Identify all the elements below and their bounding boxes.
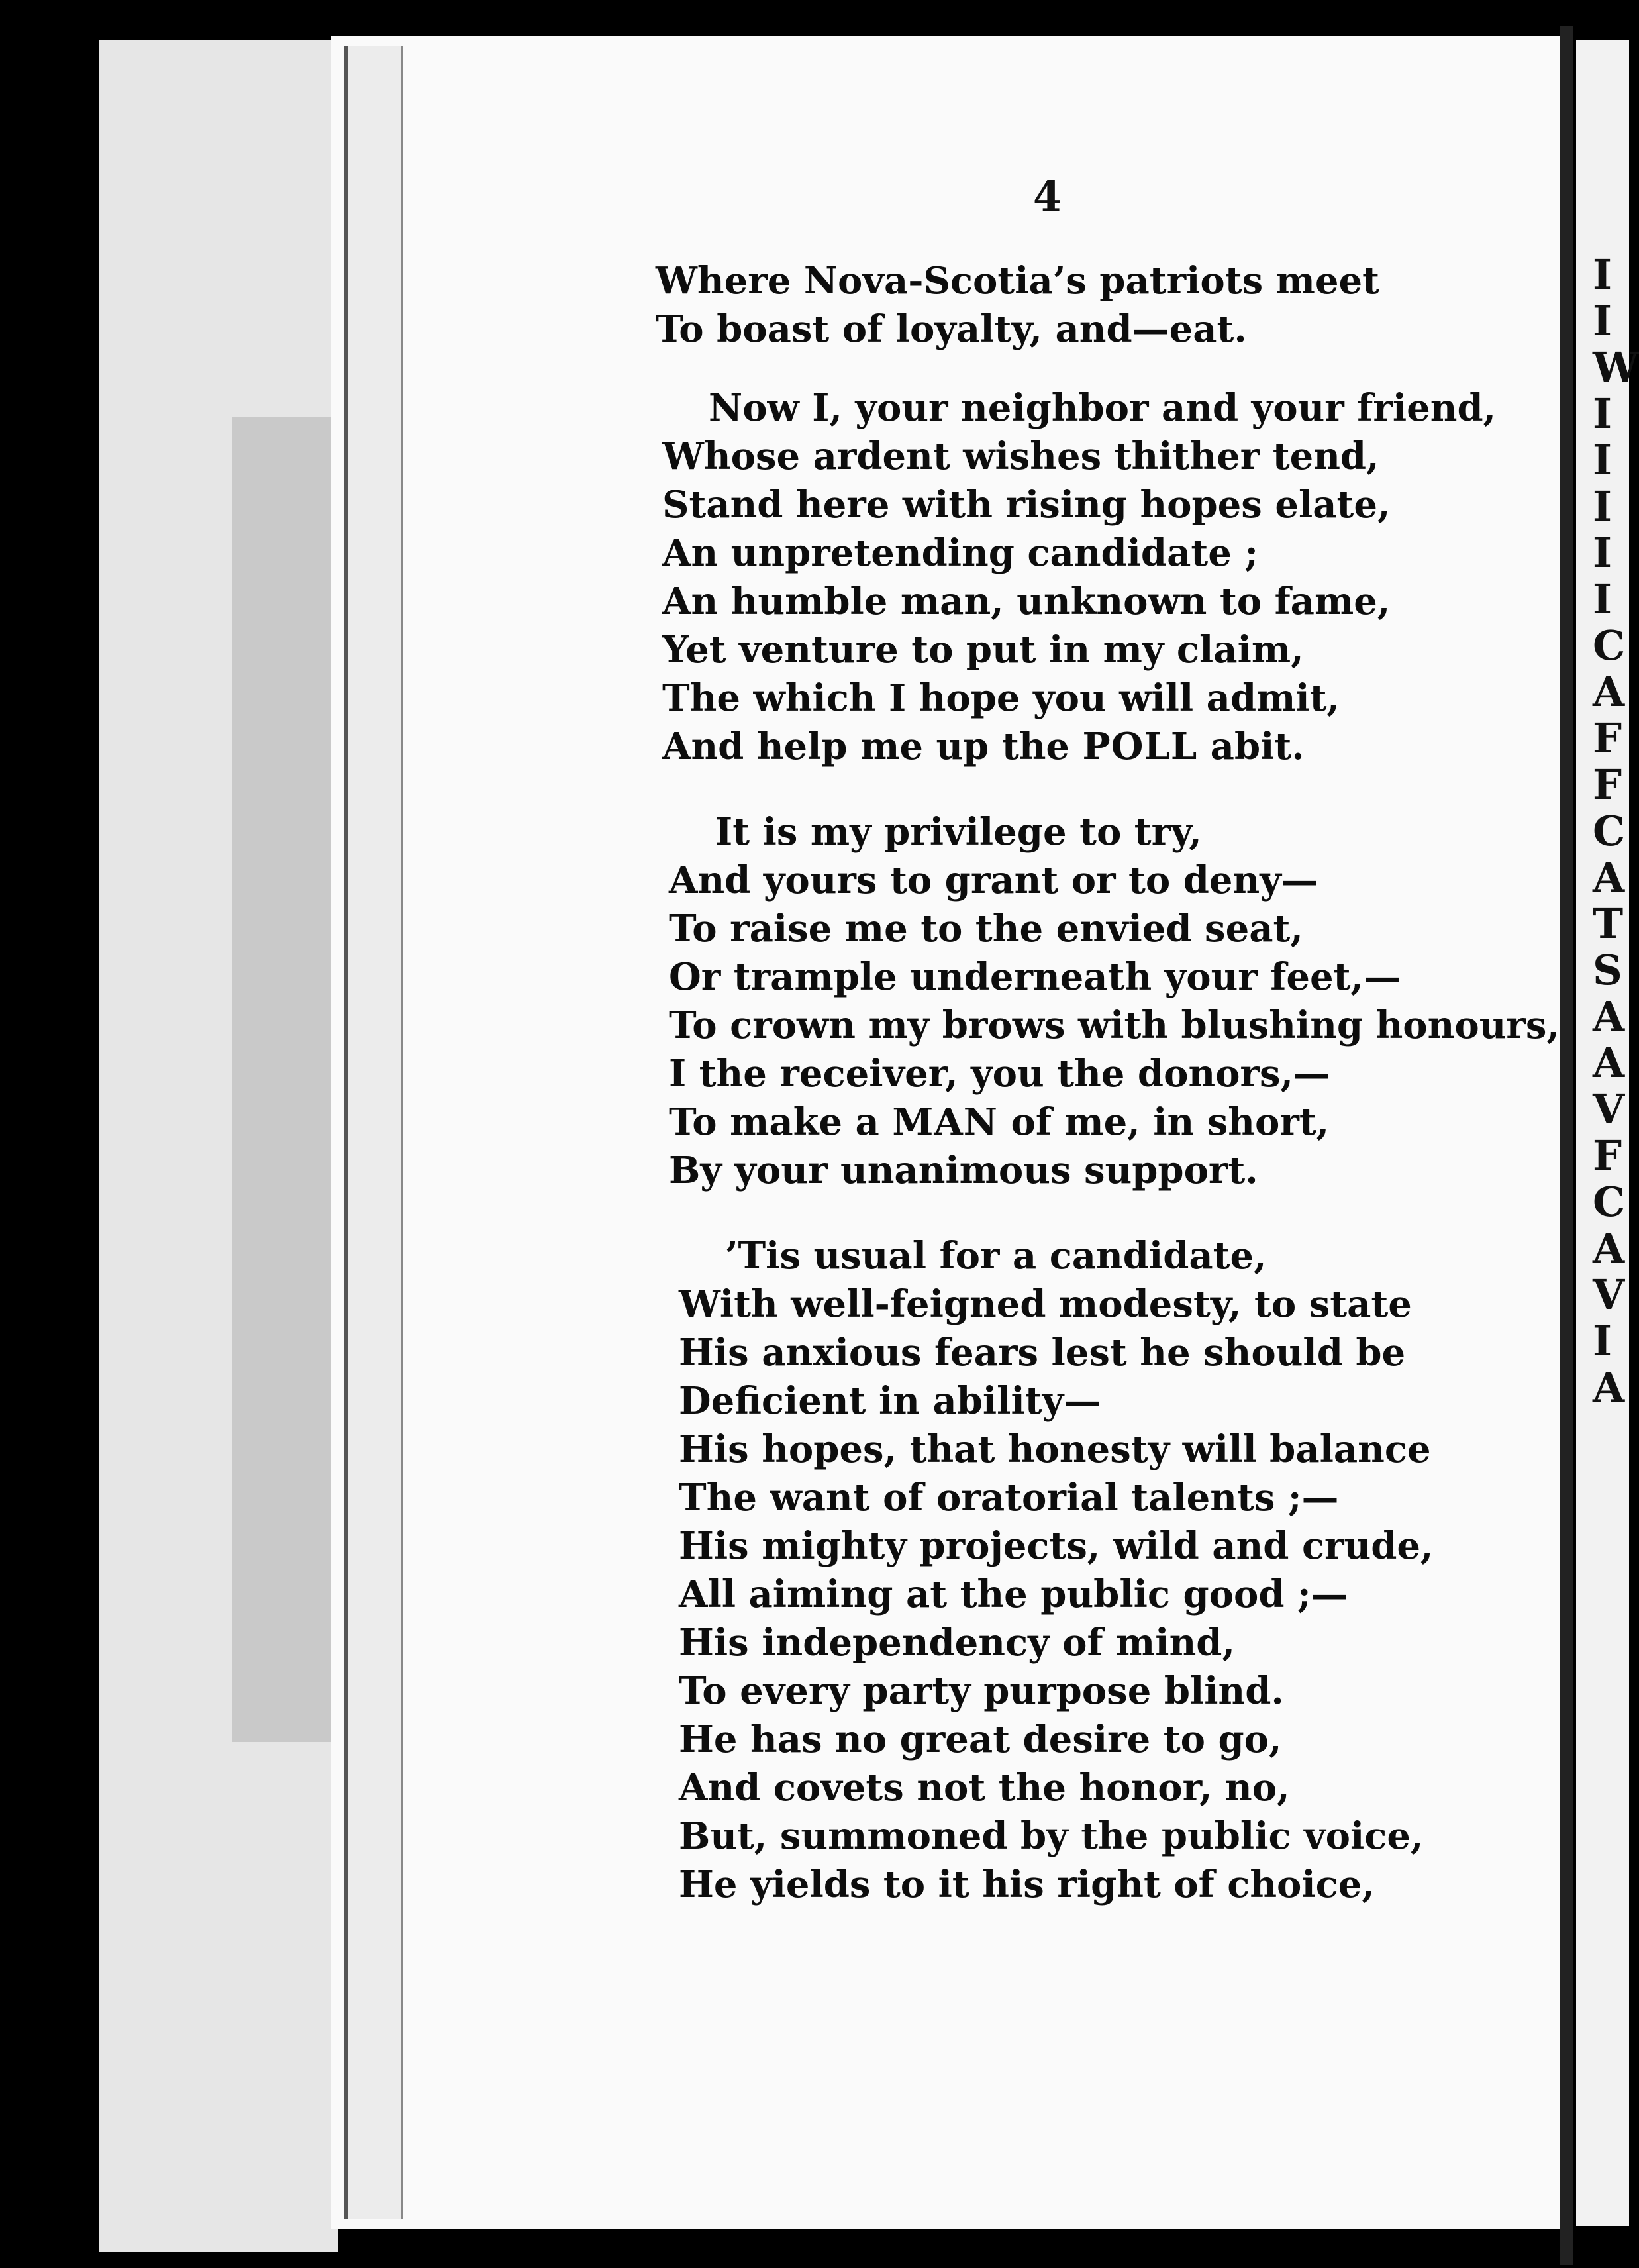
verse-line: To boast of loyalty, and—eat. bbox=[656, 307, 1247, 351]
poll-word: POLL bbox=[1082, 725, 1198, 768]
verse-line: Stand here with rising hopes elate, bbox=[662, 483, 1391, 527]
verse-line: The want of oratorial talents ;— bbox=[679, 1476, 1339, 1520]
verse-line: And yours to grant or to deny— bbox=[669, 858, 1318, 902]
page-fold bbox=[344, 46, 403, 2219]
verse-line: Whose ardent wishes thither tend, bbox=[662, 435, 1379, 478]
verse-line: Deficient in ability— bbox=[679, 1379, 1101, 1423]
verse-line: His anxious fears lest he should be bbox=[679, 1331, 1406, 1374]
verse-line: He yields to it his right of choice, bbox=[679, 1863, 1375, 1906]
verse-line: Or trample underneath your feet,— bbox=[669, 955, 1401, 999]
verse-line: He has no great desire to go, bbox=[679, 1718, 1282, 1761]
verse-line: It is my privilege to try, bbox=[715, 810, 1202, 854]
verse-line: By your unanimous support. bbox=[669, 1149, 1258, 1192]
verse-line: With well-feigned modesty, to state bbox=[679, 1282, 1412, 1326]
verse-line: To every party purpose blind. bbox=[679, 1669, 1284, 1713]
left-shadow-band bbox=[232, 417, 344, 1742]
verse-line: The which I hope you will admit, bbox=[662, 676, 1340, 720]
stanza-4 bbox=[679, 1232, 1434, 1909]
verse-line: Yet venture to put in my claim, bbox=[662, 628, 1304, 672]
verse-line: His independency of mind, bbox=[679, 1621, 1235, 1665]
binding-gutter bbox=[1560, 26, 1573, 2265]
verse-line: Now I, your neighbor and your friend, bbox=[709, 386, 1497, 430]
verse-line: An unpretending candidate ; bbox=[662, 531, 1259, 575]
verse-line: And help me up the POLL abit. bbox=[662, 725, 1305, 768]
stanza-2 bbox=[662, 384, 1496, 771]
verse-line: To crown my brows with blushing honours, bbox=[669, 1004, 1560, 1047]
verse-line: An humble man, unknown to fame, bbox=[662, 580, 1391, 623]
verse-line: To make a MAN of me, in short, bbox=[669, 1100, 1330, 1144]
man-word: MAN bbox=[892, 1100, 998, 1144]
verse-line: His mighty projects, wild and crude, bbox=[679, 1524, 1434, 1568]
verse-line: And covets not the honor, no, bbox=[679, 1766, 1290, 1810]
verse-line: To raise me to the envied seat, bbox=[669, 907, 1303, 951]
facing-page-letters: I I W I I I I I C A F F C A T S A A V F C A V I A bbox=[1593, 250, 1639, 1412]
verse-line: Where Nova-Scotia’s patriots meet bbox=[656, 259, 1380, 303]
verse-line: His hopes, that honesty will balance bbox=[679, 1427, 1431, 1471]
verse-line: ’Tis usual for a candidate, bbox=[725, 1234, 1267, 1278]
verse-line: All aiming at the public good ;— bbox=[679, 1572, 1348, 1616]
stanza-1 bbox=[656, 257, 1379, 354]
verse-line: I the receiver, you the donors,— bbox=[669, 1052, 1331, 1096]
stanza-3 bbox=[669, 808, 1560, 1195]
verse-line: But, summoned by the public voice, bbox=[679, 1814, 1424, 1858]
page-number: 4 bbox=[1033, 172, 1062, 221]
